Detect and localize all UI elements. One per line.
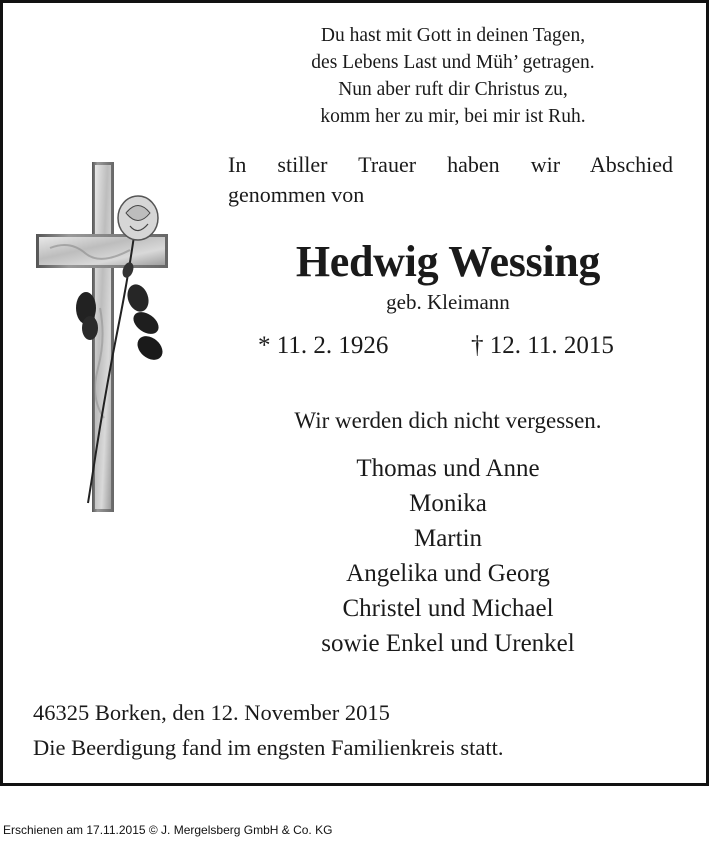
maiden-name: geb. Kleimann [386, 290, 510, 314]
poem [228, 22, 678, 130]
intro-line: genommen von [228, 182, 365, 207]
mourner: Angelika und Georg [346, 560, 550, 587]
poem-line: Nun aber ruft dir Christus zu, [338, 79, 568, 100]
mourner: Martin [413, 525, 483, 552]
intro-text [228, 150, 673, 210]
place-date: 46325 Borken, den 12. November 2015 [33, 700, 390, 725]
mourner: Thomas und Anne [356, 455, 540, 482]
death-date: † 12. 11. 2015 [471, 332, 614, 359]
birth-date: * 11. 2. 1926 [258, 332, 389, 359]
motto: Wir werden dich nicht vergessen. [294, 408, 602, 433]
poem-line: komm her zu mir, bei mir ist Ruh. [320, 106, 586, 127]
funeral-note: Die Beerdigung fand im engsten Familienkreis statt. [33, 735, 504, 760]
poem-line: Du hast mit Gott in deinen Tagen, [320, 25, 586, 46]
deceased-name: Hedwig Wessing [295, 237, 601, 286]
mourner: Monika [409, 490, 487, 517]
mourner: Christel und Michael [342, 595, 554, 622]
poem-line: des Lebens Last und Müh’ getragen. [311, 52, 595, 73]
cross-with-rose-icon [30, 158, 180, 518]
mourner: sowie Enkel und Urenkel [321, 630, 575, 657]
intro-line: In stiller Trauer haben wir Abschied [228, 152, 673, 177]
mourners-list [228, 451, 668, 661]
publication-footer: Erschienen am 17.11.2015 © J. Mergelsberg GmbH & Co. KG [3, 823, 333, 837]
